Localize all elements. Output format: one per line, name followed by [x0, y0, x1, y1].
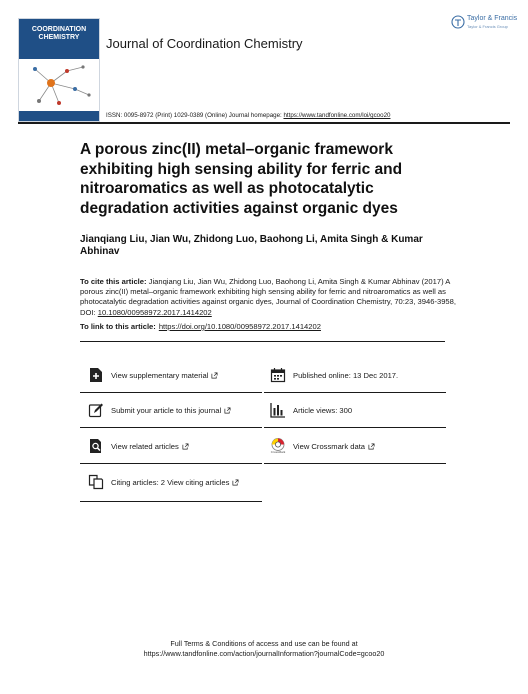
cover-journal-name: COORDINATION CHEMISTRY	[31, 26, 87, 41]
citation-divider	[80, 341, 445, 342]
citing-articles-label: Citing articles: 2 View citing articles	[111, 477, 230, 487]
row-divider	[264, 463, 446, 464]
view-crossmark-link[interactable]	[270, 429, 375, 463]
crossmark-icon	[270, 438, 286, 454]
crossmark-icon-text: CrossMark	[270, 450, 286, 454]
journal-homepage-link[interactable]: https://www.tandfonline.com/loi/gcoo20	[283, 112, 391, 119]
row-divider	[264, 427, 446, 428]
issn-line	[106, 112, 390, 119]
edit-icon	[88, 402, 104, 418]
publisher-name: Taylor & Francis	[467, 15, 518, 22]
calendar-icon	[270, 367, 286, 383]
cite-text: Jianqiang Liu, Jian Wu, Zhidong Luo, Baohong Li, Amita Singh & Kumar Abhinav (2017) A porous zinc(II) metal–organic framework exhibiting high sensing ability for ferric and nitroaromatics as well as photocatalytic degradation activities against organic dyes, Journal of Coordination Chemistry, 70:23, 3946-3958, DOI:	[80, 277, 456, 317]
cover-footer-band	[19, 111, 99, 121]
related-articles-label: View related articles	[111, 441, 179, 451]
cover-molecule-illustration	[19, 59, 99, 111]
bar-chart-icon	[270, 402, 286, 418]
published-online-label: Published online: 13 Dec 2017.	[293, 370, 399, 380]
article-link-block	[80, 322, 460, 332]
view-citing-articles-link[interactable]	[88, 465, 239, 499]
header-divider	[18, 122, 510, 124]
published-online-info	[270, 358, 398, 392]
article-doi-link[interactable]: https://doi.org/10.1080/00958972.2017.1414202	[158, 322, 321, 331]
publisher-tagline: Taylor & Francis Group	[467, 24, 508, 29]
article-views-info	[270, 393, 352, 427]
external-link-icon	[368, 443, 375, 450]
external-link-icon	[182, 443, 189, 450]
crossmark-label: View Crossmark data	[293, 441, 366, 451]
article-authors: Jianqiang Liu, Jian Wu, Zhidong Luo, Baohong Li, Amita Singh & Kumar Abhinav	[80, 234, 423, 257]
external-link-icon	[211, 372, 218, 379]
citation-block	[80, 277, 460, 318]
cite-label: To cite this article:	[80, 277, 147, 286]
row-divider	[80, 501, 262, 502]
submit-article-link[interactable]	[88, 393, 231, 427]
article-title: A porous zinc(II) metal–organic framework exhibiting high sensing ability for ferric and nitroaromatics as well as photocatalytic degradation activities against organic dyes	[80, 141, 403, 217]
link-label: To link to this article:	[80, 322, 156, 331]
cover-banner	[19, 19, 99, 59]
row-divider	[80, 427, 262, 428]
row-divider	[80, 463, 262, 464]
submit-article-label: Submit your article to this journal	[111, 405, 222, 415]
cite-doi-link[interactable]: 10.1080/00958972.2017.1414202	[97, 307, 212, 317]
copy-documents-icon	[88, 474, 104, 490]
view-related-articles-link[interactable]	[88, 429, 189, 463]
terms-footer	[0, 639, 528, 659]
supplementary-label: View supplementary material	[111, 370, 209, 380]
journal-title: Journal of Coordination Chemistry	[106, 36, 303, 51]
journal-cover-image	[18, 18, 100, 122]
terms-text: Full Terms & Conditions of access and use can be found at	[170, 639, 358, 648]
search-document-icon	[88, 438, 104, 454]
view-supplementary-link[interactable]	[88, 358, 218, 392]
taylor-francis-logo-icon	[451, 14, 521, 34]
external-link-icon	[232, 479, 239, 486]
external-link-icon	[224, 407, 231, 414]
article-views-label: Article views: 300	[293, 405, 353, 415]
terms-link[interactable]: https://www.tandfonline.com/action/journalInformation?journalCode=gcoo20	[143, 649, 385, 658]
add-file-icon	[88, 367, 104, 383]
issn-text: ISSN: 0095-8972 (Print) 1029-0389 (Online) Journal homepage:	[106, 112, 284, 119]
